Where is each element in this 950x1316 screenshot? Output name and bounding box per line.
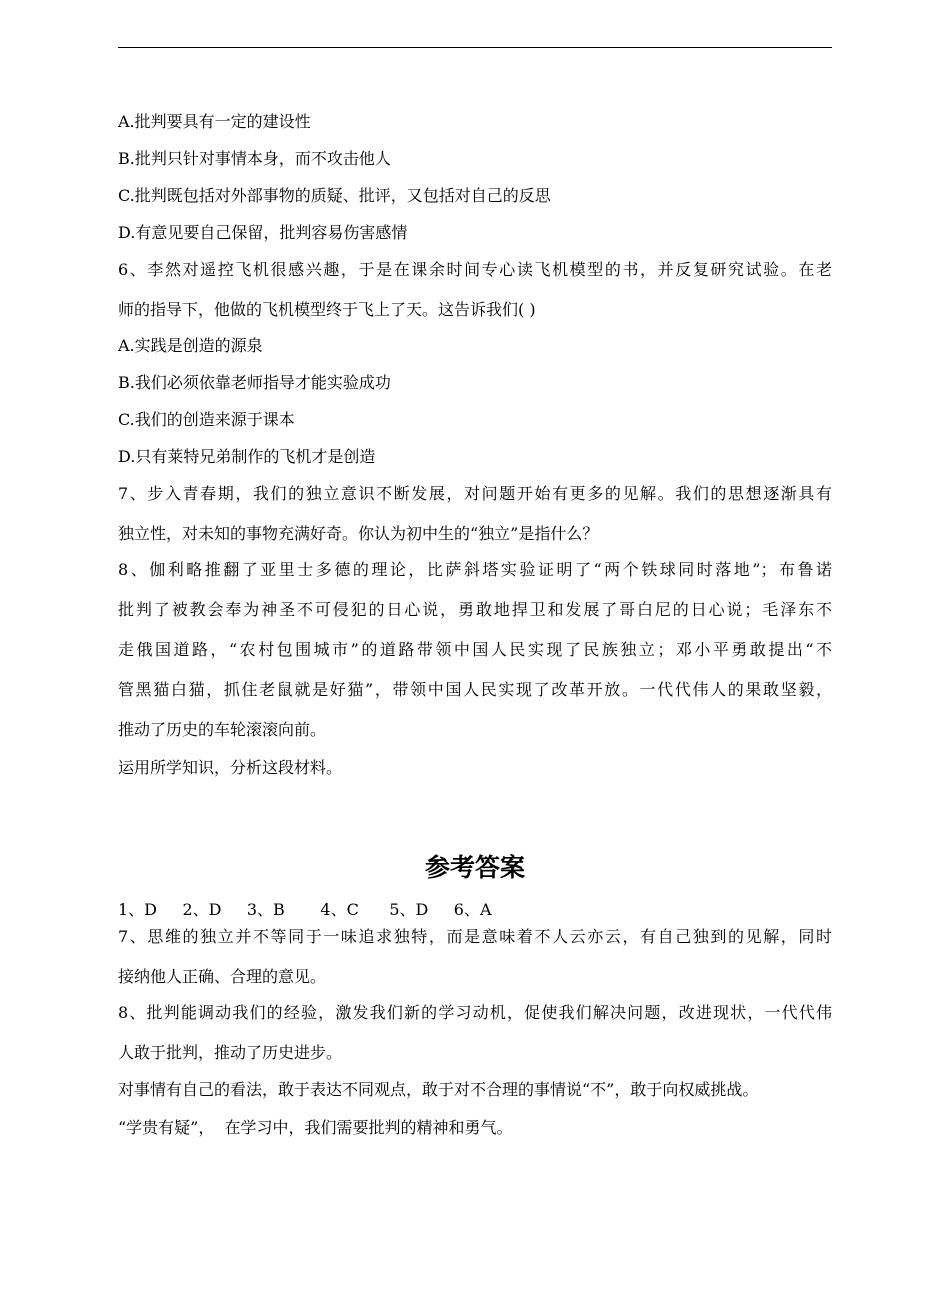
q5-option-b: B.批判只针对事情本身，而不攻击他人	[118, 149, 391, 168]
q6-option-d: D.只有莱特兄弟制作的飞机才是创造	[118, 447, 376, 466]
answer-8-line3: 对事情有自己的看法，敢于表达不同观点，敢于对不合理的事情说“不”，敢于向权威挑战。	[118, 1080, 759, 1099]
q5-option-a: A.批判要具有一定的建设性	[118, 112, 311, 131]
answer-7-line1: 7、思维的独立并不等同于一味追求独特，而是意味着不人云亦云，有自己独到的见解，同时	[118, 927, 832, 946]
answer-8-line2: 人敢于批判，推动了历史进步。	[118, 1043, 343, 1062]
q6-stem-line2: 师的指导下，他做的飞机模型终于飞上了天。这告诉我们( )	[118, 300, 536, 319]
q8-material-line1: 8、伽利略推翻了亚里士多德的理论，比萨斜塔实验证明了“两个铁球同时落地”；布鲁诺	[118, 560, 832, 579]
answer-7-line2: 接纳他人正确、合理的意见。	[118, 967, 327, 986]
answer-8-line1: 8、批判能调动我们的经验，激发我们新的学习动机，促使我们解决问题，改进现状，一代代伟	[118, 1003, 832, 1022]
answer-key-title: 参考答案	[424, 853, 525, 882]
q7-stem-line2: 独立性，对未知的事物充满好奇。你认为初中生的“独立”是指什么？	[118, 524, 599, 543]
q5-option-d: D.有意见要自己保留，批判容易伤害感情	[118, 223, 408, 242]
q6-stem-line1: 6、李然对遥控飞机很感兴趣，于是在课余时间专心读飞机模型的书，并反复研究试验。在老	[118, 260, 832, 279]
answer-choices: 1、D 2、D 3、B 4、C 5、D 6、A	[118, 900, 492, 919]
q6-option-a: A.实践是创造的源泉	[118, 336, 263, 355]
q6-option-c: C.我们的创造来源于课本	[118, 410, 295, 429]
q8-material-line2: 批判了被教会奉为神圣不可侵犯的日心说，勇敢地捍卫和发展了哥白尼的日心说；毛泽东不	[118, 600, 832, 619]
q7-stem-line1: 7、步入青春期，我们的独立意识不断发展，对问题开始有更多的见解。我们的思想逐渐具有	[118, 484, 832, 503]
q8-material-line5: 推动了历史的车轮滚滚向前。	[118, 720, 327, 739]
q8-material-line4: 管黑猫白猫，抓住老鼠就是好猫”，带领中国人民实现了改革开放。一代代伟人的果敢坚毅，	[118, 680, 832, 699]
q6-option-b: B.我们必须依靠老师指导才能实验成功	[118, 373, 391, 392]
answer-8-line4: “学贵有疑”， 在学习中，我们需要批判的精神和勇气。	[118, 1118, 513, 1137]
q8-prompt: 运用所学知识，分析这段材料。	[118, 758, 343, 777]
q8-material-line3: 走俄国道路，“农村包围城市”的道路带领中国人民实现了民族独立；邓小平勇敢提出“不	[118, 640, 832, 659]
header-rule	[118, 47, 832, 48]
q5-option-c: C.批判既包括对外部事物的质疑、批评，又包括对自己的反思	[118, 186, 551, 205]
